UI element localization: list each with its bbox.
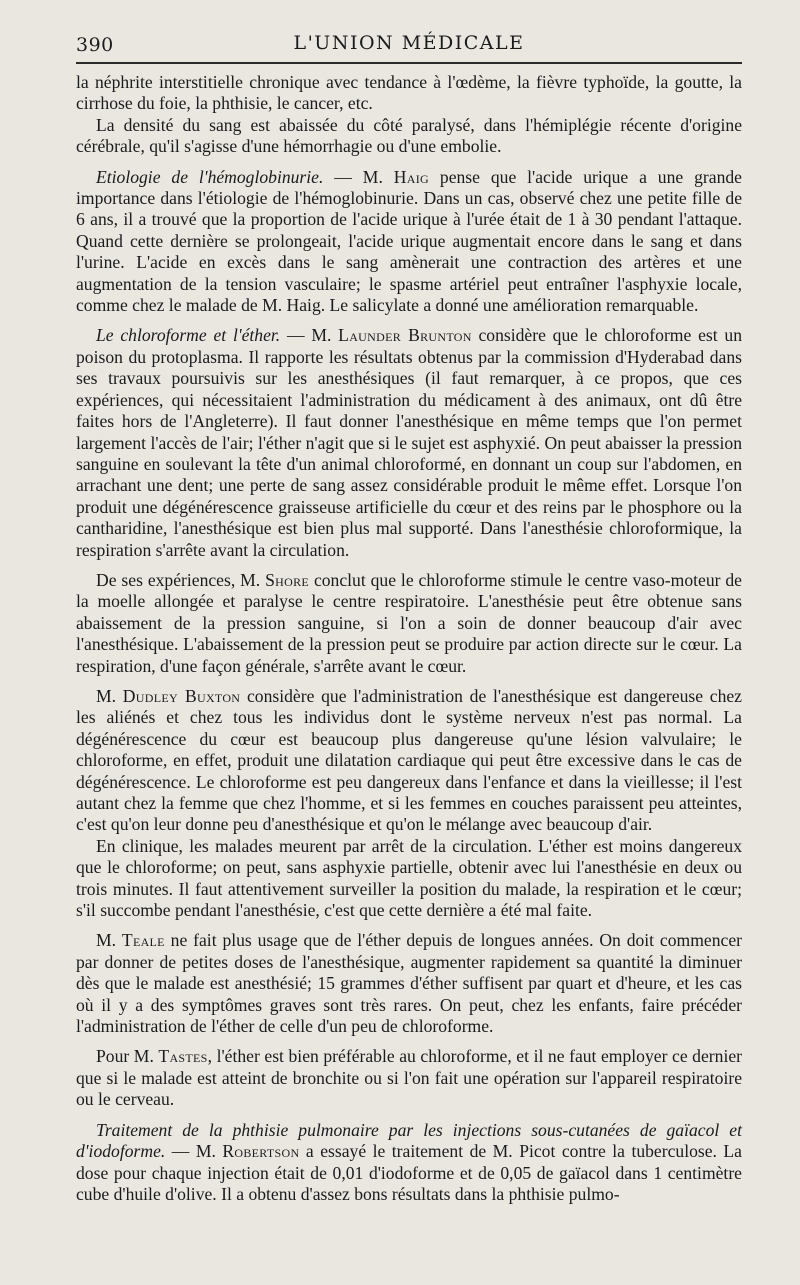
- author-name: Launder Brunton: [338, 325, 472, 346]
- author-name: Shore: [265, 569, 310, 590]
- paragraph-1: la néphrite interstitielle chronique avec tendance à l'œdème, la fièvre typhoïde, la goutte, la cirrhose du foie, la phthisie, le cancer, etc.: [76, 72, 742, 114]
- paragraph-phthisie: Traitement de la phthisie pulmonaire par les injections sous-cutanées de gaïacol et d'iodoforme. — M. Robertson a essayé le traitement de M. Picot contre la tuberculose. La dose pour chaque injection était de 0,01 d'iodoforme et de 0,05 de gaïacol dans 1 centimètre cube d'huile d'olive. Il a obtenu d'assez bons résultats dans la phthisie pulmo-: [76, 1119, 742, 1204]
- paragraph-tastes: Pour M. Tastes, l'éther est bien préférable au chloroforme, et il ne faut employer ce dernier que si le malade est atteint de bronchite ou si l'on fait une opération sur l'appareil respiratoire ou le cerveau.: [76, 1046, 743, 1110]
- paragraph-hemoglobinurie: Etiologie de l'hémoglobinurie. — M. Haig pense que l'acide urique a une grande importance dans l'étiologie de l'hémoglobinurie. Dans un cas, observé chez une petite fille de 6 ans, il a trouvé que la proportion de l'acide urique à l'urée était de 1 à 30 pendant l'attaque. Quand cette dernière se prolongeait, l'acide urique augmentait encore dans le sang et dans l'urine. L'acide en excès dans le sang amènerait une contraction des artères et une augmentation de la tension vasculaire; le spasme artériel peut entraîner l'asphyxie locale, comme chez le malade de M. Haig. Le salicylate a donné une amélioration remarquable.: [76, 166, 742, 316]
- paragraph-teale: M. Teale ne fait plus usage que de l'éther depuis de longues années. On doit commencer par donner de petites doses de l'anesthésique, augmenter rapidement sa quantité la diminuer dès que le malade est anesthésié; 15 grammes d'éther suffisent par quart et d'heure, et les cas où il y a des symptômes graves sont très rares. On peut, chez les enfants, faire précéder l'administration de l'éther de celle d'un peu de chloroforme.: [76, 930, 742, 1037]
- paragraph-shore: De ses expériences, M. Shore conclut que le chloroforme stimule le centre vaso-moteur de la moelle allongée et paralyse le centre respiratoire. L'anesthésie peut être obtenue sans abaissement de la pression sanguine, si l'on a soin de donner beaucoup d'air avec l'anesthésique. L'abaissement de la pression peut se produire par action directe sur le cœur. La respiration, d'une façon générale, s'arrête avant le cœur.: [76, 569, 742, 676]
- author-name: Teale: [121, 930, 165, 951]
- article-body: [76, 72, 742, 1205]
- author-name: Tastes: [158, 1046, 208, 1067]
- header-rule: [76, 62, 742, 64]
- author-name: Robertson: [222, 1141, 300, 1162]
- page-header: [76, 26, 742, 60]
- author-name: Dudley Buxton: [122, 685, 241, 706]
- page-number: 390: [76, 34, 114, 56]
- paragraph-chloroforme: Le chloroforme et l'éther. — M. Launder Brunton considère que le chloroforme est un poison du protoplasma. Il rapporte les résultats obtenus par la commission d'Hyderabad dans ses travaux poursuivis sur les anesthésiques (il faut remarquer, à ce propos, que ces expériences, qui nécessitaient l'administration du médicament à des animaux, ont dû être faites hors de l'Angleterre). Il faut donner l'anesthésique en même temps que l'on permet largement l'accès de l'air; l'éther n'agit que si le sujet est asphyxié. On peut abaisser la pression sanguine en soulevant la tête d'un animal chloroformé, en donnant un coup sur l'abdomen, en arrachant une dent; une perte de sang assez considérable produit le même effet. Lorsque l'on produit une dégénérescence graisseuse artificielle du cœur et des reins par le phosphore ou la cantharidine, l'anesthésique est bien plus mal supporté. Dans l'anesthésie chloroformique, la respiration s'arrête avant la circulation.: [76, 325, 742, 560]
- paragraph-clinique: En clinique, les malades meurent par arrêt de la circulation. L'éther est moins dangereux que le chloroforme; on peut, sans asphyxie partielle, obtenir avec lui l'anesthésie en deux ou trois minutes. Il faut attentivement surveiller la position du malade, la respiration et le cœur; s'il succombe pendant l'anesthésie, c'est que cette dernière a été mal faite.: [76, 835, 742, 921]
- section-heading: Etiologie de l'hémoglobinurie.: [96, 166, 324, 187]
- running-title: L'UNION MÉDICALE: [293, 32, 525, 54]
- paragraph-buxton: M. Dudley Buxton considère que l'administration de l'anesthésique est dangereuse chez les aliénés et chez tous les individus dont le système nerveux n'est pas normal. La dégénérescence du cœur est beaucoup plus dangereuse qu'une lésion valvulaire; le chloroforme, en effet, produit une dilatation cardiaque qui peut être excessive dans le cas de dégénérescence. Le chloroforme est peu dangereux dans l'enfance et dans la vieillesse; il l'est autant chez la femme que chez l'homme, et si les femmes en couches paraissent peu atteintes, c'est qu'on leur donne peu d'anesthésique et qu'on le mélange avec beaucoup d'air.: [76, 685, 742, 835]
- section-heading: Traitement de la phthisie pulmonaire par les injections sous-cutanées de gaïacol et d'iodoforme.: [76, 1119, 742, 1162]
- author-name: Haig: [393, 166, 429, 187]
- section-heading: Le chloroforme et l'éther.: [96, 325, 281, 346]
- paragraph-2: La densité du sang est abaissée du côté paralysé, dans l'hémiplégie récente d'origine cérébrale, qu'il s'agisse d'une hémorrhagie ou d'une embolie.: [76, 114, 742, 157]
